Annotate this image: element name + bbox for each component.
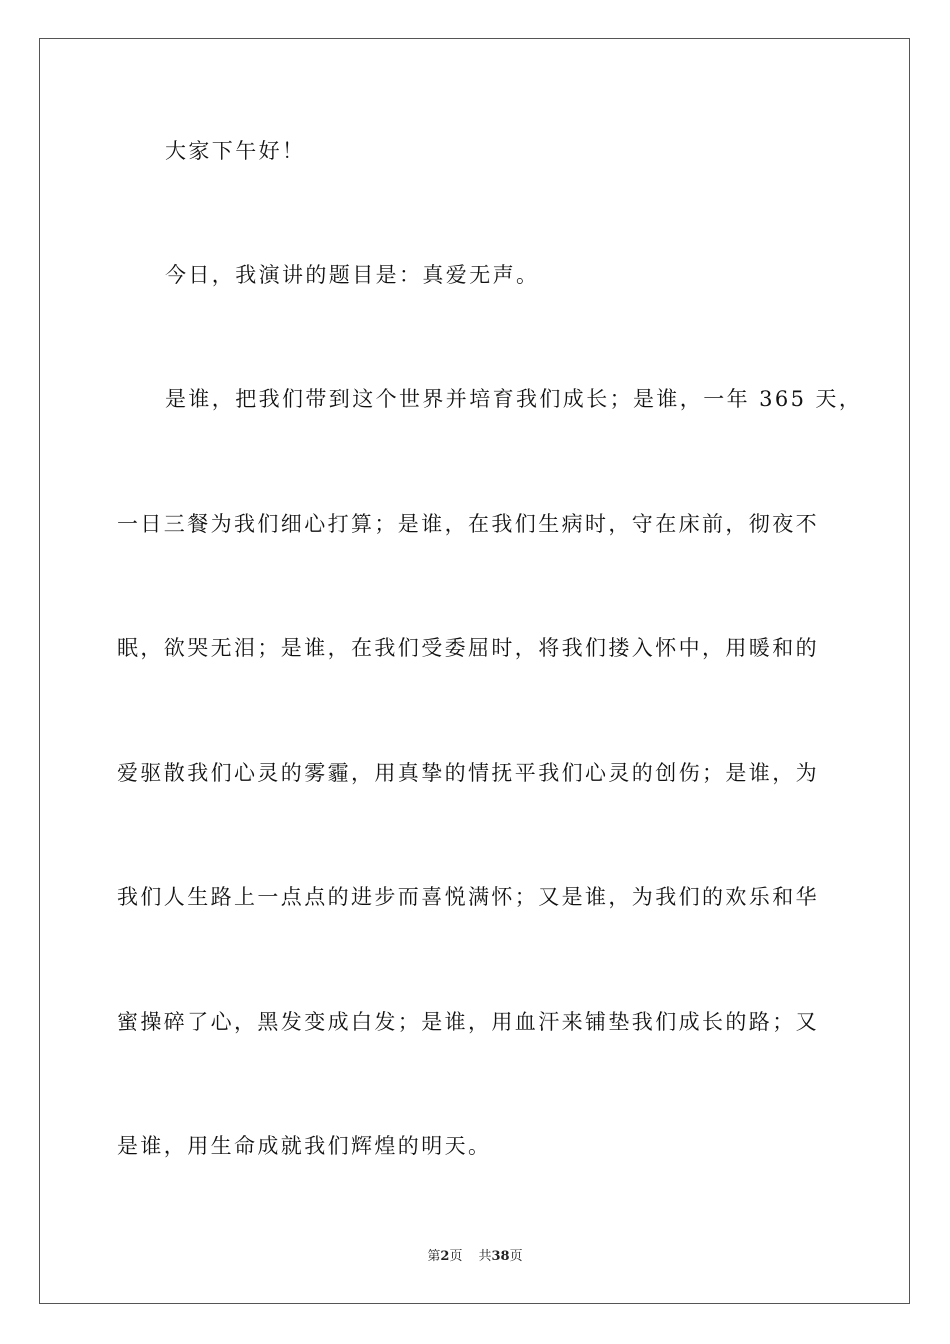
paragraph-line-2: 一日三餐为我们细心打算；是谁，在我们生病时，守在床前，彻夜不 [117, 512, 819, 536]
footer-total-suffix: 页 [509, 1249, 523, 1264]
footer-total-prefix: 共 [478, 1249, 492, 1264]
paragraph-line-5: 我们人生路上一点点的进步而喜悦满怀；又是谁，为我们的欢乐和华 [117, 885, 819, 909]
topic-line: 今日，我演讲的题目是：真爱无声。 [165, 263, 540, 287]
footer-page-prefix: 第 [427, 1249, 441, 1264]
paragraph-line-4: 爱驱散我们心灵的雾霾，用真挚的情抚平我们心灵的创伤；是谁，为 [117, 761, 819, 785]
page-border [39, 38, 910, 1304]
paragraph-line-7: 是谁，用生命成就我们辉煌的明天。 [117, 1134, 492, 1158]
page-footer [0, 1248, 950, 1266]
footer-page-suffix: 页 [449, 1249, 463, 1264]
footer-total-number: 38 [491, 1249, 510, 1264]
paragraph-line-6: 蜜操碎了心，黑发变成白发；是谁，用血汗来铺垫我们成长的路；又 [117, 1010, 819, 1034]
footer-page-number: 2 [440, 1249, 450, 1264]
greeting-line: 大家下午好！ [165, 139, 306, 163]
paragraph-line-1: 是谁，把我们带到这个世界并培育我们成长；是谁，一年 365 天， [165, 387, 863, 411]
paragraph-line-3: 眠，欲哭无泪；是谁，在我们受委屈时，将我们搂入怀中，用暖和的 [117, 636, 819, 660]
